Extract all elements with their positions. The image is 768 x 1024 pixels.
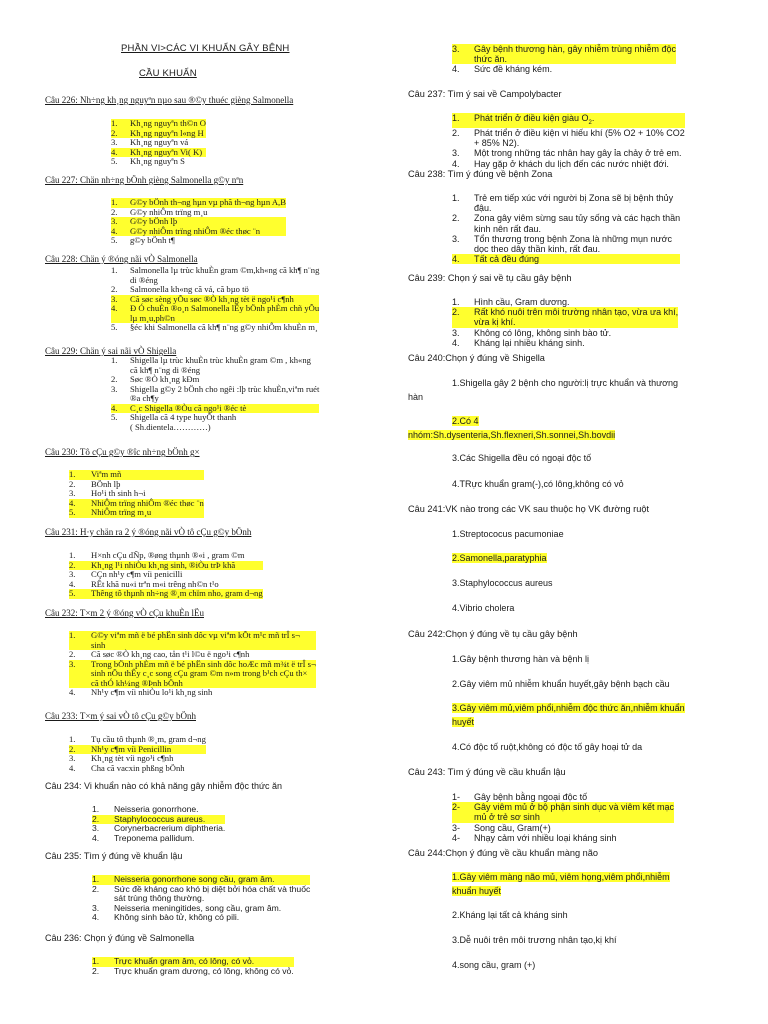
question-241-title: Câu 241:VK nào trong các VK sau thuộc họ VK đường ruột [408,504,649,514]
question-235-options [92,875,310,923]
option: 3. Ho¹i th sinh h¬i [69,488,146,498]
question-237-title: Câu 237: Tìm ý sai về Campolybacter [408,89,562,99]
option: 2- Gây viêm mủ ở bộ phận sinh dục và viêm kết mạc [452,802,674,813]
option: 1. H×nh cÇu dÑp, ®øng thµnh ®«i , gram ©m [69,550,245,560]
option: thức ăn. [452,54,676,64]
option: 1. Tụ cầu tô thµnh ®¸m, gram d¬ng [69,734,206,744]
option: 3. G©y bÖnh lþ [111,217,286,227]
option: 4. Kh¸ng nguyªn Vi( K) [111,148,206,158]
subsection-title: CẦU KHUẨN [139,68,197,79]
option: 4. Không sinh bào tử, không có pili. [92,912,240,922]
option: 2. BÖnh lþ [69,478,121,489]
option: 2. Kh¸ng nguyªn l«ng H [111,129,206,139]
option: 5. Shigella cã 4 type huyÕt thanh [111,412,237,422]
question-244-option-1-cont: khuẩn huyết [452,886,502,896]
option: 1. G©y bÖnh th¬ng hµn vµ phã th¬ng hµn A,B [111,197,286,207]
option: vừa kị khí. [452,317,678,327]
question-240-title: Câu 240:Chọn ý đúng về Shigella [408,353,545,363]
option: 1. Kh¸ng nguyªn th©n O [111,118,206,128]
question-242-option-4: 4.Có độc tố ruột,không có độc tố gây hoại tử da [452,742,643,752]
question-242-option-3: 3.Gây viêm mủ,viêm phổi,nhiễm độc thức ăn,nhiễm khuẩn [452,703,685,713]
option: 1. Neisseria gonorrhone song cầu, gram âm. [92,875,310,885]
option: 1. Hình cầu, Gram dương. [452,297,570,307]
option: 5. NhiÔm trïng m¸u [69,508,204,518]
option: 4. C¸c Shigella ®Òu cã ngo¹i ®éc tè [111,404,319,414]
option: 4. Ð Ó chuÈn ®o¸n Salmonella lÊy bÖnh phÈm chñ yÕu [111,303,320,313]
option: 3. CÇn nh¹y c¶m víi penicilli [69,569,183,579]
option: + 85% N2). [474,138,520,149]
option: 3. Trong bÖnh phÈm mñ ë bé phËn sinh dôc hoÆc mñ m¾t ë trÎ s¬ [69,658,316,669]
question-243-title: Câu 243: Tìm ý đúng về cầu khuẩn lậu [408,767,566,777]
option: cã kh¶ n¨ng di ®éng [130,364,201,375]
option: 2. Kh¸ng l¹i nhiÒu kh¸ng sinh, ®iÒu trÞ khã [69,561,263,571]
option: 4. Hay gặp ở khách du lịch đến các nước nhiệt đới. [452,158,669,169]
option: 1. Shigella lµ trùc khuÈn trùc khuÈn gram ©m , kh«ng [111,355,311,365]
option: 4. Treponema pallidum. [92,832,195,843]
option: 3. Shigella g©y 2 bÖnh cho ngêi :lþ trùc khuÈn,viªm ruét [111,383,320,394]
question-236-options [92,957,294,976]
question-241-option-1: 1.Streptococus pacumoniae [452,529,564,539]
option: 2. Trực khuẩn gram dương, có lông, không có vỏ. [92,965,294,976]
question-229-options [111,356,319,432]
question-238-options [452,193,680,264]
question-228-title: Câu 228: Chän ý ®óng nãi vÒ Salmonella [45,254,198,264]
question-230-title: Câu 230: Tô cÇu g©y ®îc nh÷ng bÖnh g× [45,447,200,457]
option: 4- Nhạy cảm với nhiều loại kháng sinh [452,832,617,843]
question-231-title: Câu 231: H·y chän ra 2 ý ®óng nãi vÒ tô cÇu g©y bÖnh [45,527,252,537]
option: 2. Sức đề kháng cao khó bị diệt bởi hóa chất và thuốc [92,883,311,894]
question-244-option-2: 2.Kháng lại tất cả kháng sinh [452,910,568,920]
option: di ®éng [130,274,158,285]
option: 5. g©y bÖnh t¶ [111,235,175,245]
question-234-title: Câu 234: Vi khuẩn nào có khả năng gây nhiễm độc thức ăn [45,781,283,791]
option: 4. G©y nhiÔm trïng nhiÔm ®éc thøc ¨n [111,227,286,237]
option: cã thÓ kh¼ng ®Þnh bÖnh [69,679,316,689]
option: 5. Kh¸ng nguyªn S [111,156,185,166]
option: 2. Søc ®Ò kh¸ng kÐm [111,374,200,384]
option: 4. NhiÔm trïng nhiÔm ®éc thøc ¨n [69,497,204,508]
option: sát trùng thông thường. [114,893,205,903]
option: 1. Viªm mñ [69,470,204,480]
option: 3. Gây bệnh thương hàn, gây nhiễm trùng nhiễm độc [452,44,677,54]
question-236-continued [452,44,676,75]
question-240-option-1: 1.Shigella gây 2 bệnh cho người:lị trực khuẩn và thương [452,378,679,388]
option: 4. Nh¹y c¶m víi nhiÒu lo¹i kh¸ng sinh [69,687,213,697]
option: 5. §éc khi Salmonella cã kh¶ n¨ng g©y nhiÔm khuÈn m¸ [111,322,318,332]
option: 2. Nh¹y c¶m víi Penicillin [69,745,206,755]
question-244-option-1: 1.Gây viêm màng não mủ, viêm họng,viêm phổi,nhiễm [452,872,670,882]
option: 1- Gây bệnh bằng ngoại độc tố [452,792,588,802]
option: ( Sh.dientela…………) [130,421,211,432]
question-235-title: Câu 235: Tìm ý đúng về khuẩn lậu [45,851,183,861]
question-242-option-1: 1.Gây bệnh thương hàn và bệnh lị [452,654,590,664]
option: 2. Zona gây viêm sừng sau tủy sống và các hạch thần [452,213,681,224]
question-241-option-3: 3.Staphylococcus aureus [452,578,553,588]
question-226-options [111,119,206,167]
option: đậu. [474,203,492,214]
option: 1. G©y viªm mñ ë bé phËn sinh dôc vµ viªm kÕt m¹c mñ trÎ s¬ [69,631,316,641]
question-229-title: Câu 229: Chän ý sai nãi vÒ Shigella [45,346,177,356]
option: 2. Rất khó nuôi trên môi trường nhân tạo, vừa ưa khí, [452,307,679,318]
option: sinh nÕu thÊy c¸c song cÇu gram ©m n»m trong b¹ch cÇu th× [69,669,316,679]
question-227-title: Câu 227: Chän nh÷ng bÖnh gièng Salmonella g©y nªn [45,175,244,185]
option: 2. Staphylococcus aureus. [92,815,225,825]
section-title: PHẦN VI>CÁC VI KHUẨN GÂY BỆNH [121,43,290,54]
option: 3. Không có lông, không sinh bào tử. [452,327,612,338]
question-240-option-2-cont: nhóm:Sh.dysenteria,Sh.flexneri,Sh.sonnei,Sh.bovdii [408,430,616,440]
option: 4. Sức đề kháng kém. [452,64,553,75]
option: 4. RÊt khã nu«i trªn m«i trêng nh©n t¹o [69,578,219,589]
option: 1. Trẻ em tiếp xúc với người bị Zona sẽ bị bệnh thủy [452,193,674,203]
question-234-options [92,805,225,843]
question-232-title: Câu 232: T×m 2 ý ®óng vÒ cÇu khuÈn lËu [45,608,204,618]
option: 2. Phát triển ở điều kiện vi hiếu khí (5% O2 + 10% CO2 [452,128,685,138]
question-240-option-2: 2.Có 4 [452,416,479,426]
question-232-options [69,631,316,698]
option: lµ m¸u,ph©n [111,314,319,324]
option: 3. Kh¸ng nguyªn vá [111,137,189,147]
option: 3. Neisseria meningitides, song cầu, gram âm. [92,902,282,913]
question-236-title: Câu 236: Chọn ý đúng về Salmonella [45,933,195,943]
option: sinh [69,641,316,651]
question-244-option-4: 4.song cầu, gram (+) [452,960,536,970]
question-240-option-4: 4.TRực khuẩn gram(-),có lông,không có vỏ [452,479,624,489]
question-242-title: Câu 242:Chọn ý đúng về tụ cầu gây bệnh [408,629,578,639]
question-228-options [111,266,319,333]
question-240-option-1-cont: hàn [408,392,424,402]
option: 4. Cha cã vacxin phßng bÖnh [69,762,185,773]
option: ®a ch¶y [130,393,159,403]
option: 3. Corynerbacrerium diphtheria. [92,823,226,833]
option: 3. Kh¸ng tèt víi ngo¹i c¶nh [69,753,174,763]
question-240-option-3: 3.Các Shigella đều có ngoại độc tố [452,453,592,463]
option: 2. G©y nhiÔm trïng m¸u [111,206,208,217]
question-243-options [452,792,674,843]
question-241-option-4: 4.Vibrio cholera [452,603,515,613]
option: 2. Salmonella kh«ng cã vá, cã bµo tö [111,284,249,294]
question-231-options [69,551,263,599]
option: mủ ở trẻ sơ sinh [452,812,674,822]
option: 3. Cã søc sèng yÕu søc ®Ò kh¸ng tèt ë ngo¹i c¶nh [111,295,319,305]
option: 1. Salmonella lµ trùc khuÈn gram ©m,kh«ng cã kh¶ n¨ng [111,265,320,275]
question-237-options [452,113,685,169]
option: 1. Neisseria gonorrhone. [92,804,199,814]
option: 3. Tổn thương trong bệnh Zona là những mụn nước [452,233,672,244]
option: 2. Cã søc ®Ò kh¸ng cao, tån t¹i l©u ë ngo¹i c¶nh [69,649,250,659]
option: 3. Một trong những tác nhân hay gây ỉa chảy ở trẻ em. [452,148,682,159]
option: 3- Song cầu, Gram(+) [452,822,551,833]
question-239-title: Câu 239: Chọn ý sai về tụ cầu gây bệnh [408,273,572,283]
question-233-options [69,735,206,773]
question-230-options [69,470,204,518]
question-244-title: Câu 244:Chọn ý đúng về cầu khuẩn màng não [408,848,599,858]
option: 5. Thêng tô thµnh nh÷ng ®¸m chïm nho, gram d¬ng [69,588,263,598]
question-226-title: Câu 226: Nh÷ng kh¸ng nguyªn nµo sau ®©y thuéc gièng Salmonella [45,95,294,105]
question-241-option-2: 2.Samonella,paratyphia [452,553,547,563]
question-244-option-3: 3.Dễ nuôi trên môi trương nhân tạo,kị khí [452,935,617,945]
question-238-title: Câu 238: Tìm ý đúng về bệnh Zona [408,169,553,179]
option: dọc theo dây thần kinh, rất đau. [474,244,601,255]
option: kinh nên rất đau. [474,223,542,234]
question-233-title: Câu 233: T×m ý sai vÒ tô cÇu g©y bÖnh [45,711,196,721]
option: 4. Tất cả đều đúng [452,254,680,264]
question-242-option-2: 2.Gây viêm mủ nhiễm khuẩn huyết,gây bệnh bạch cầu [452,679,670,689]
option: 1. Trực khuẩn gram âm, có lông, có vỏ. [92,957,294,967]
question-227-options [111,198,286,246]
question-242-option-3-cont: huyết [452,717,475,727]
question-239-options [452,297,678,348]
option: 1. Phát triển ở điều kiện giàu $O_2$. [452,113,685,128]
option: 4. Kháng lại nhiều kháng sinh. [452,337,585,348]
